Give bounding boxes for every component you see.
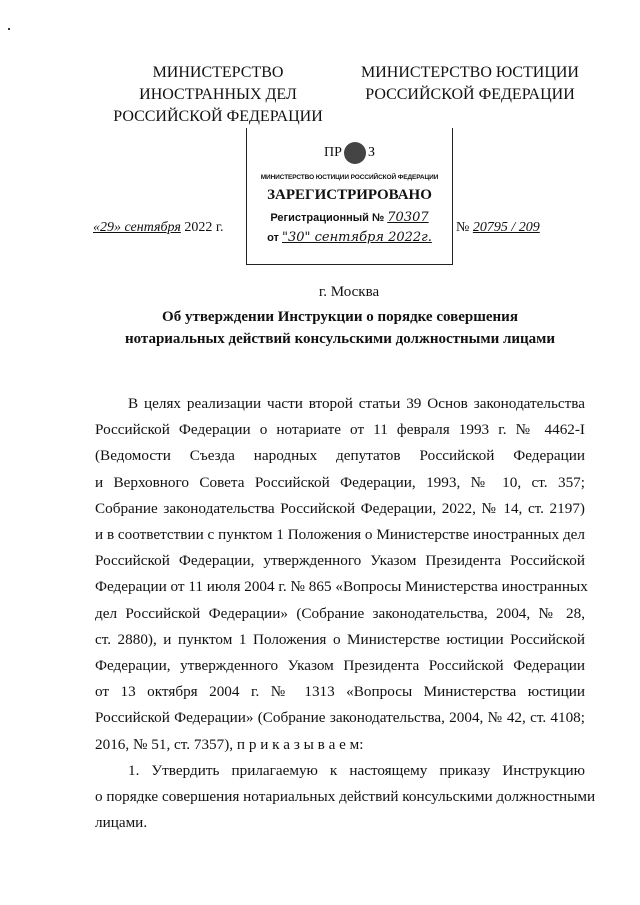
text-line: 1. Утвердить прилагаемую к настоящему приказу Инструкцию [128, 761, 585, 779]
coat-of-arms-icon [344, 142, 366, 164]
text-line: и Верховного Совета Российской Федерации, 1993, № 10, ст. 357; [95, 473, 585, 491]
prikaz-heading [247, 142, 452, 164]
number-value: 20795 / 209 [472, 220, 540, 235]
header-line: МИНИСТЕРСТВО [152, 64, 284, 81]
text-line: Российской Федерации о нотариате от 11 февраля 1993 г. № 4462-I [95, 421, 585, 439]
paragraph-item-1 [95, 758, 596, 837]
number-prefix: № [456, 220, 470, 235]
document-title [80, 306, 600, 350]
text-line: Российской Федерации, утвержденного Указом Президента Российской [95, 552, 585, 570]
stamp-date [247, 230, 452, 245]
prikaz-text: ПР [324, 145, 342, 161]
text-line: и в соответствии с пунктом 1 Положения о Министерстве иностранных дел [95, 526, 585, 544]
text-line: Российской Федерации» (Собрание законодательства, 2004, № 42, ст. 4108; [95, 709, 585, 727]
date-prefix: от [267, 232, 279, 244]
stamp-reg-number [247, 210, 452, 225]
order-date [93, 220, 224, 236]
text-line: лицами. [95, 814, 148, 832]
prikaz-text: З [367, 145, 375, 161]
text-line: Федерации, утвержденного Указом Президента Российской Федерации [95, 657, 585, 675]
header-line: ИНОСТРАННЫХ ДЕЛ [139, 86, 297, 103]
text-line: ст. 2880), и пунктом 1 Положения о Министерстве юстиции Российской [95, 630, 585, 648]
text-line: о порядке совершения нотариальных действий консульскими должностными [95, 788, 596, 806]
title-line: нотариальных действий консульскими должностными лицами [124, 331, 556, 347]
paragraph-preamble [95, 391, 588, 758]
document-body [95, 391, 596, 836]
header-minjust [355, 62, 585, 106]
text-line: В целях реализации части второй статьи 39 Основ законодательства [128, 395, 585, 412]
text-line: дел Российской Федерации» (Собрание законодательства, 2004, № 28, [95, 604, 585, 622]
stamp-registered: ЗАРЕГИСТРИРОВАНО [267, 187, 432, 203]
text-line: (Ведомости Съезда народных депутатов Российской Федерации [95, 447, 585, 465]
scan-mark [8, 28, 10, 30]
order-number [456, 220, 540, 236]
order-day-month: «29» сентября [93, 220, 181, 235]
text-line: 2016, № 51, ст. 7357), п р и к а з ы в а е м: [95, 735, 364, 753]
header-line: МИНИСТЕРСТВО ЮСТИЦИИ [361, 64, 579, 81]
stamp-ministry: МИНИСТЕРСТВО ЮСТИЦИИ РОССИЙСКОЙ ФЕДЕРАЦИИ [260, 174, 439, 181]
text-line: Собрание законодательства Российской Федерации, 2022, № 14, ст. 2197) [95, 499, 585, 517]
text-line: от 13 октября 2004 г. № 1313 «Вопросы Министерства юстиции [95, 683, 585, 701]
text-line: Федерации от 11 июля 2004 г. № 865 «Вопросы Министерства иностранных [95, 578, 588, 596]
city: г. Москва [318, 284, 380, 300]
header-line: РОССИЙСКОЙ ФЕДЕРАЦИИ [365, 86, 575, 103]
header-line: РОССИЙСКОЙ ФЕДЕРАЦИИ [113, 108, 323, 125]
reg-label: Регистрационный № [270, 212, 385, 224]
order-year: 2022 г. [184, 220, 224, 235]
stamp-date-value: "30" сентября 2022г. [282, 230, 432, 245]
title-line: Об утверждении Инструкции о порядке совершения [162, 309, 518, 325]
reg-number: 70307 [387, 210, 429, 225]
header-mfa [108, 62, 328, 128]
registration-stamp [246, 128, 453, 265]
